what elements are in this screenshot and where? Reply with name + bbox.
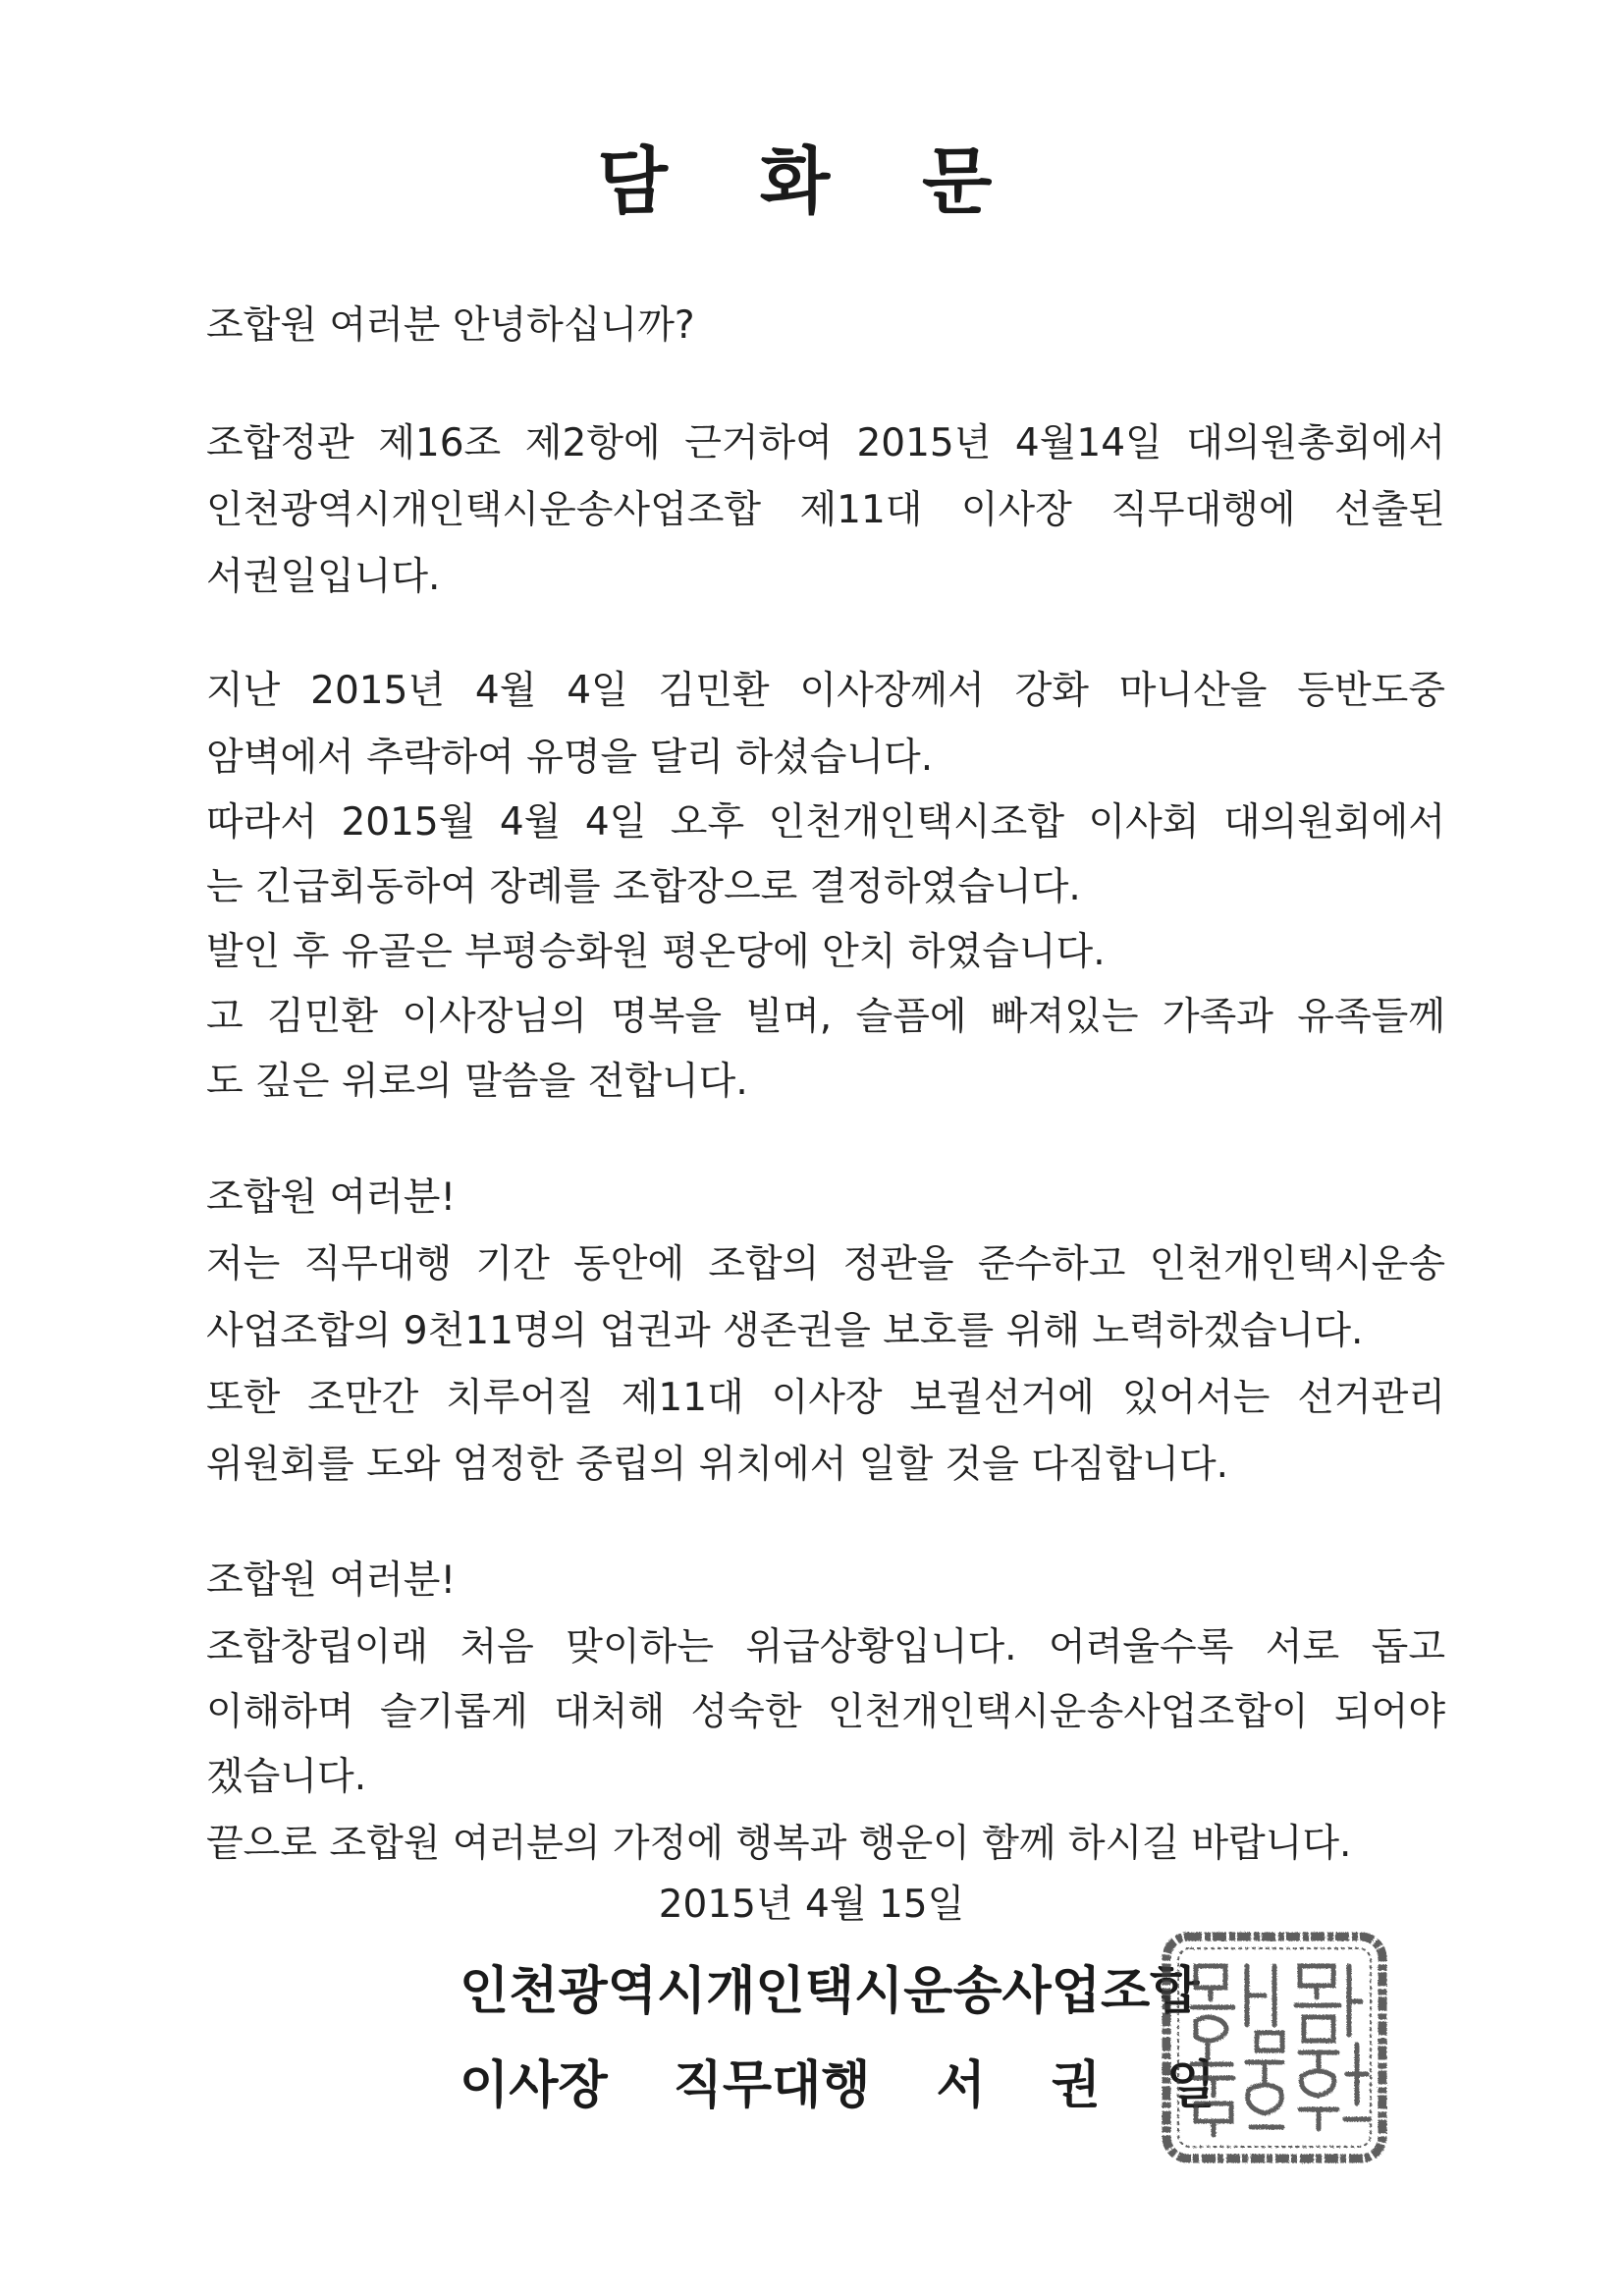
- scan-mark: [992, 1825, 1021, 1844]
- para3-line-5: 위원회를 도와 엄정한 중립의 위치에서 일할 것을 다짐합니다.: [206, 1443, 1229, 1487]
- signature-organization: 인천광역시개인택시운송사업조합: [460, 1962, 1200, 2021]
- para4-line-4: 겠습니다.: [206, 1755, 367, 1799]
- para1-line-3: 서권일입니다.: [206, 555, 441, 599]
- signature-name: 이사장 직무대행 서 권 일: [460, 2056, 1216, 2115]
- greeting-line: 조합원 여러분 안녕하십니까?: [206, 303, 695, 348]
- para1-line-2: 인천광역시개인택시운송사업조합 제11대 이사장 직무대행에 선출된: [206, 488, 1445, 532]
- para4-line-3: 이해하며 슬기롭게 대처해 성숙한 인천개인택시운송사업조합이 되어야: [206, 1690, 1445, 1734]
- para3-line-4: 또한 조만간 치루어질 제11대 이사장 보궐선거에 있어서는 선거관리: [206, 1376, 1445, 1420]
- para4-line-2: 조합창립이래 처음 맞이하는 위급상황입니다. 어려울수록 서로 돕고: [206, 1625, 1445, 1669]
- para2-line-4: 는 긴급회동하여 장례를 조합장으로 결정하였습니다.: [206, 865, 1081, 909]
- para2-line-3: 따라서 2015월 4월 4일 오후 인천개인택시조합 이사회 대의원회에서: [206, 800, 1445, 845]
- para3-line-1: 조합원 여러분!: [206, 1175, 457, 1220]
- para2-line-5: 발인 후 유골은 부평승화원 평온당에 안치 하였습니다.: [206, 930, 1106, 974]
- para3-line-2: 저는 직무대행 기간 동안에 조합의 정관을 준수하고 인천개인택시운송: [206, 1242, 1445, 1286]
- document-title: 담 화 문: [597, 139, 1026, 224]
- para4-line-5: 끝으로 조합원 여러분의 가정에 행복과 행운이 함께 하시길 바랍니다.: [206, 1822, 1352, 1866]
- para2-line-7: 도 깊은 위로의 말씀을 전합니다.: [206, 1060, 748, 1104]
- document-date: 2015년 4월 15일: [658, 1883, 965, 1927]
- para2-line-1: 지난 2015년 4월 4일 김민환 이사장께서 강화 마니산을 등반도중: [206, 669, 1445, 713]
- official-seal-icon: [1157, 1927, 1392, 2168]
- para4-line-1: 조합원 여러분!: [206, 1558, 457, 1603]
- para3-line-3: 사업조합의 9천11명의 업권과 생존권을 보호를 위해 노력하겠습니다.: [206, 1309, 1364, 1353]
- para2-line-6: 고 김민환 이사장님의 명복을 빌며, 슬픔에 빠져있는 가족과 유족들께: [206, 995, 1445, 1039]
- para2-line-2: 암벽에서 추락하여 유명을 달리 하셨습니다.: [206, 736, 934, 780]
- para1-line-1: 조합정관 제16조 제2항에 근거하여 2015년 4월14일 대의원총회에서: [206, 421, 1445, 465]
